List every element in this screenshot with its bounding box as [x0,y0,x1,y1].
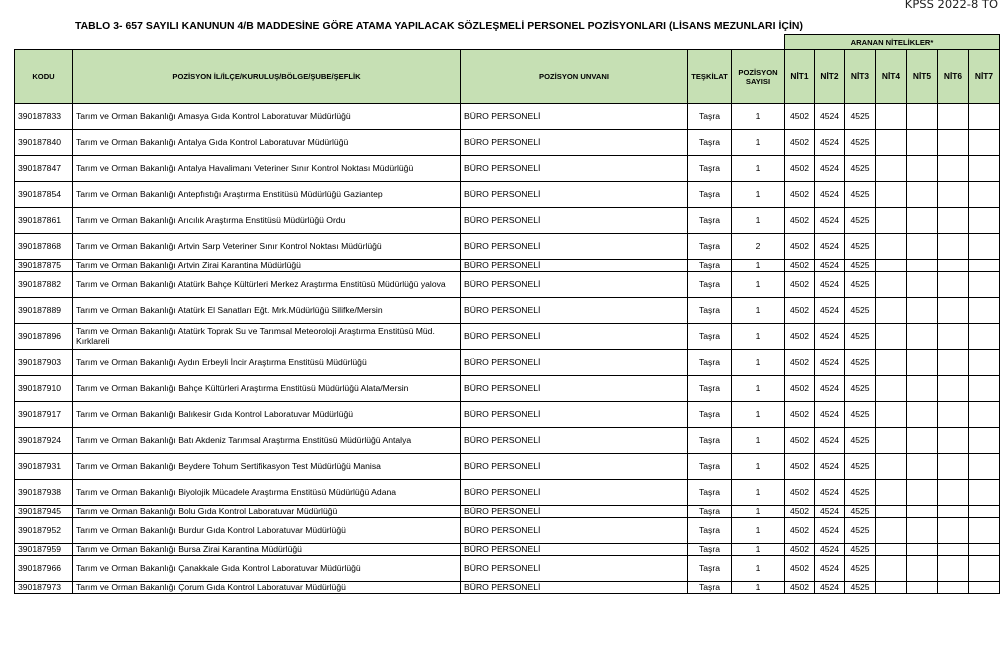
nit5-cell [907,556,938,582]
kodu-cell: 390187924 [15,428,73,454]
nit2-cell: 4524 [815,260,845,272]
kodu-cell: 390187945 [15,506,73,518]
nit6-cell [938,402,969,428]
sayi-cell: 1 [732,402,785,428]
unvan-cell: BÜRO PERSONELİ [461,324,688,350]
pozisyon-cell: Tarım ve Orman Bakanlığı Antalya Havalimanı Veteriner Sınır Kontrol Noktası Müdürlüğü [73,156,461,182]
nit2-cell: 4524 [815,402,845,428]
teskilat-cell: Taşra [688,454,732,480]
nit3-cell: 4525 [845,272,876,298]
kodu-cell: 390187896 [15,324,73,350]
col-header-nit1: NİT1 [785,50,815,104]
nit4-cell [876,324,907,350]
table-row [15,506,1000,518]
nit5-cell [907,376,938,402]
nit6-cell [938,454,969,480]
table-title: TABLO 3- 657 SAYILI KANUNUN 4/B MADDESİNE GÖRE ATAMA YAPILACAK SÖZLEŞMELİ PERSONEL POZİSYONLARI (LİSANS MEZUNLARI İÇİN) [75,21,803,32]
nit1-cell: 4502 [785,376,815,402]
nit2-cell: 4524 [815,582,845,594]
sayi-cell: 1 [732,350,785,376]
pozisyon-cell: Tarım ve Orman Bakanlığı Bolu Gıda Kontrol Laboratuvar Müdürlüğü [73,506,461,518]
nit2-cell: 4524 [815,544,845,556]
table-row [15,402,1000,428]
nit5-cell [907,298,938,324]
nit1-cell: 4502 [785,556,815,582]
unvan-cell: BÜRO PERSONELİ [461,298,688,324]
teskilat-cell: Taşra [688,272,732,298]
teskilat-cell: Taşra [688,350,732,376]
col-header-kodu: KODU [15,50,73,104]
nit1-cell: 4502 [785,260,815,272]
pozisyon-cell: Tarım ve Orman Bakanlığı Beydere Tohum Sertifikasyon Test Müdürlüğü Manisa [73,454,461,480]
teskilat-cell: Taşra [688,506,732,518]
kodu-cell: 390187840 [15,130,73,156]
nit3-cell: 4525 [845,454,876,480]
nit7-cell [969,454,1000,480]
kodu-cell: 390187959 [15,544,73,556]
teskilat-cell: Taşra [688,130,732,156]
teskilat-cell: Taşra [688,544,732,556]
nit5-cell [907,402,938,428]
nit2-cell: 4524 [815,518,845,544]
sayi-cell: 1 [732,324,785,350]
sayi-cell: 1 [732,428,785,454]
nit4-cell [876,376,907,402]
nit7-cell [969,428,1000,454]
kodu-cell: 390187931 [15,454,73,480]
sayi-cell: 1 [732,480,785,506]
table-row [15,556,1000,582]
pozisyon-cell: Tarım ve Orman Bakanlığı Biyolojik Mücadele Araştırma Enstitüsü Müdürlüğü Adana [73,480,461,506]
kodu-cell: 390187952 [15,518,73,544]
unvan-cell: BÜRO PERSONELİ [461,130,688,156]
nit6-cell [938,234,969,260]
nit7-cell [969,544,1000,556]
table-row [15,428,1000,454]
pozisyon-cell: Tarım ve Orman Bakanlığı Arıcılık Araştırma Enstitüsü Müdürlüğü Ordu [73,208,461,234]
unvan-cell: BÜRO PERSONELİ [461,208,688,234]
nit5-cell [907,454,938,480]
nit1-cell: 4502 [785,506,815,518]
kodu-cell: 390187973 [15,582,73,594]
nit1-cell: 4502 [785,182,815,208]
nit5-cell [907,234,938,260]
unvan-cell: BÜRO PERSONELİ [461,104,688,130]
nit3-cell: 4525 [845,480,876,506]
nit2-cell: 4524 [815,272,845,298]
unvan-cell: BÜRO PERSONELİ [461,454,688,480]
teskilat-cell: Taşra [688,208,732,234]
nit5-cell [907,156,938,182]
unvan-cell: BÜRO PERSONELİ [461,544,688,556]
kodu-cell: 390187854 [15,182,73,208]
header-row-group [15,35,1000,50]
sayi-cell: 1 [732,298,785,324]
pozisyon-cell: Tarım ve Orman Bakanlığı Atatürk Toprak Su ve Tarımsal Meteoroloji Araştırma Enstitüsü Müd. Kırklareli [73,324,461,350]
nit3-cell: 4525 [845,234,876,260]
unvan-cell: BÜRO PERSONELİ [461,234,688,260]
table-row [15,544,1000,556]
nit5-cell [907,518,938,544]
table-row [15,298,1000,324]
col-header-nit3: NİT3 [845,50,876,104]
nit1-cell: 4502 [785,324,815,350]
kodu-cell: 390187882 [15,272,73,298]
table-row [15,260,1000,272]
nit7-cell [969,182,1000,208]
unvan-cell: BÜRO PERSONELİ [461,556,688,582]
teskilat-cell: Taşra [688,182,732,208]
nit1-cell: 4502 [785,544,815,556]
nit2-cell: 4524 [815,130,845,156]
nit5-cell [907,130,938,156]
pozisyon-cell: Tarım ve Orman Bakanlığı Atatürk Bahçe Kültürleri Merkez Araştırma Enstitüsü Müdürlüğü yalova [73,272,461,298]
sayi-cell: 1 [732,544,785,556]
nit4-cell [876,156,907,182]
teskilat-cell: Taşra [688,480,732,506]
col-header-nit6: NİT6 [938,50,969,104]
table-row [15,182,1000,208]
kodu-cell: 390187868 [15,234,73,260]
kodu-cell: 390187938 [15,480,73,506]
nit3-cell: 4525 [845,208,876,234]
nit5-cell [907,506,938,518]
pozisyon-cell: Tarım ve Orman Bakanlığı Çorum Gıda Kontrol Laboratuvar Müdürlüğü [73,582,461,594]
nit3-cell: 4525 [845,298,876,324]
table-row [15,480,1000,506]
nit6-cell [938,208,969,234]
nit6-cell [938,428,969,454]
col-header-nit4: NİT4 [876,50,907,104]
nit7-cell [969,298,1000,324]
nit7-cell [969,506,1000,518]
nit6-cell [938,156,969,182]
nit7-cell [969,480,1000,506]
nit6-cell [938,272,969,298]
nit3-cell: 4525 [845,582,876,594]
col-header-sayi-line2: SAYISI [745,76,771,86]
sayi-cell: 1 [732,182,785,208]
nit3-cell: 4525 [845,182,876,208]
nit4-cell [876,272,907,298]
nit4-cell [876,234,907,260]
nit6-cell [938,130,969,156]
nit6-cell [938,260,969,272]
nit3-cell: 4525 [845,130,876,156]
nit6-cell [938,324,969,350]
table-row [15,130,1000,156]
unvan-cell: BÜRO PERSONELİ [461,350,688,376]
nit6-cell [938,182,969,208]
nit6-cell [938,582,969,594]
nit6-cell [938,518,969,544]
teskilat-cell: Taşra [688,156,732,182]
unvan-cell: BÜRO PERSONELİ [461,156,688,182]
nit2-cell: 4524 [815,182,845,208]
sayi-cell: 1 [732,506,785,518]
teskilat-cell: Taşra [688,298,732,324]
nit5-cell [907,480,938,506]
nit3-cell: 4525 [845,104,876,130]
sayi-cell: 1 [732,104,785,130]
pozisyon-cell: Tarım ve Orman Bakanlığı Artvin Zirai Karantina Müdürlüğü [73,260,461,272]
col-header-unvan: POZİSYON UNVANI [461,50,688,104]
unvan-cell: BÜRO PERSONELİ [461,518,688,544]
col-header-nit5: NİT5 [907,50,938,104]
nit3-cell: 4525 [845,556,876,582]
nit4-cell [876,402,907,428]
nit1-cell: 4502 [785,272,815,298]
nit3-cell: 4525 [845,376,876,402]
nit1-cell: 4502 [785,234,815,260]
nit6-cell [938,544,969,556]
pozisyon-cell: Tarım ve Orman Bakanlığı Çanakkale Gıda Kontrol Laboratuvar Müdürlüğü [73,556,461,582]
nit2-cell: 4524 [815,376,845,402]
nit7-cell [969,582,1000,594]
nit2-cell: 4524 [815,156,845,182]
nit7-cell [969,234,1000,260]
nit4-cell [876,506,907,518]
col-header-sayi [732,50,785,104]
nit4-cell [876,582,907,594]
document-code-corner: KPSS 2022-8 TO [904,0,998,11]
nit3-cell: 4525 [845,402,876,428]
nit1-cell: 4502 [785,518,815,544]
pozisyon-cell: Tarım ve Orman Bakanlığı Antalya Gıda Kontrol Laboratuvar Müdürlüğü [73,130,461,156]
nit3-cell: 4525 [845,156,876,182]
nit3-cell: 4525 [845,260,876,272]
nit7-cell [969,104,1000,130]
kodu-cell: 390187966 [15,556,73,582]
unvan-cell: BÜRO PERSONELİ [461,376,688,402]
nit5-cell [907,324,938,350]
nit1-cell: 4502 [785,428,815,454]
nit2-cell: 4524 [815,208,845,234]
pozisyon-cell: Tarım ve Orman Bakanlığı Burdur Gıda Kontrol Laboratuvar Müdürlüğü [73,518,461,544]
nit7-cell [969,556,1000,582]
nit4-cell [876,480,907,506]
nit4-cell [876,428,907,454]
sayi-cell: 1 [732,376,785,402]
nit2-cell: 4524 [815,454,845,480]
sayi-cell: 2 [732,234,785,260]
nit1-cell: 4502 [785,480,815,506]
nit2-cell: 4524 [815,324,845,350]
nit1-cell: 4502 [785,298,815,324]
pozisyon-cell: Tarım ve Orman Bakanlığı Bursa Zirai Karantina Müdürlüğü [73,544,461,556]
nit1-cell: 4502 [785,156,815,182]
col-header-sayi-line1: POZİSYON [738,67,778,77]
nit7-cell [969,402,1000,428]
unvan-cell: BÜRO PERSONELİ [461,402,688,428]
nit4-cell [876,518,907,544]
nit4-cell [876,350,907,376]
nit4-cell [876,182,907,208]
col-header-teskilat: TEŞKİLAT [688,50,732,104]
kodu-cell: 390187875 [15,260,73,272]
unvan-cell: BÜRO PERSONELİ [461,260,688,272]
nit5-cell [907,272,938,298]
nit6-cell [938,376,969,402]
positions-table [14,34,1000,594]
nit1-cell: 4502 [785,402,815,428]
nit4-cell [876,298,907,324]
kodu-cell: 390187833 [15,104,73,130]
nit7-cell [969,130,1000,156]
kodu-cell: 390187917 [15,402,73,428]
table-row [15,582,1000,594]
teskilat-cell: Taşra [688,582,732,594]
table-row [15,156,1000,182]
table-row [15,208,1000,234]
nit6-cell [938,556,969,582]
nit3-cell: 4525 [845,428,876,454]
sayi-cell: 1 [732,260,785,272]
nit5-cell [907,104,938,130]
nit5-cell [907,582,938,594]
kodu-cell: 390187903 [15,350,73,376]
nit7-cell [969,324,1000,350]
nit4-cell [876,556,907,582]
col-header-pozisyon: POZİSYON İL/İLÇE/KURULUŞ/BÖLGE/ŞUBE/ŞEFLİK [73,50,461,104]
nit3-cell: 4525 [845,544,876,556]
nit3-cell: 4525 [845,518,876,544]
table-row [15,376,1000,402]
aranan-nitelikler-header: ARANAN NİTELİKLER* [785,35,1000,50]
nit5-cell [907,544,938,556]
nit6-cell [938,480,969,506]
nit5-cell [907,350,938,376]
nit2-cell: 4524 [815,506,845,518]
col-header-nit2: NİT2 [815,50,845,104]
pozisyon-cell: Tarım ve Orman Bakanlığı Aydın Erbeyli İncir Araştırma Enstitüsü Müdürlüğü [73,350,461,376]
nit4-cell [876,260,907,272]
teskilat-cell: Taşra [688,518,732,544]
unvan-cell: BÜRO PERSONELİ [461,480,688,506]
teskilat-cell: Taşra [688,402,732,428]
unvan-cell: BÜRO PERSONELİ [461,272,688,298]
nit7-cell [969,272,1000,298]
nit4-cell [876,544,907,556]
sayi-cell: 1 [732,556,785,582]
nit6-cell [938,298,969,324]
teskilat-cell: Taşra [688,556,732,582]
nit4-cell [876,208,907,234]
sayi-cell: 1 [732,272,785,298]
nit2-cell: 4524 [815,234,845,260]
nit4-cell [876,454,907,480]
table-row [15,324,1000,350]
sayi-cell: 1 [732,454,785,480]
nit1-cell: 4502 [785,350,815,376]
header-row-columns [15,50,1000,104]
teskilat-cell: Taşra [688,324,732,350]
pozisyon-cell: Tarım ve Orman Bakanlığı Balıkesir Gıda Kontrol Laboratuvar Müdürlüğü [73,402,461,428]
pozisyon-cell: Tarım ve Orman Bakanlığı Amasya Gıda Kontrol Laboratuvar Müdürlüğü [73,104,461,130]
nit7-cell [969,350,1000,376]
nit5-cell [907,260,938,272]
nit2-cell: 4524 [815,350,845,376]
table-body [15,104,1000,594]
nit7-cell [969,260,1000,272]
sayi-cell: 1 [732,156,785,182]
nit1-cell: 4502 [785,208,815,234]
unvan-cell: BÜRO PERSONELİ [461,506,688,518]
nit6-cell [938,104,969,130]
teskilat-cell: Taşra [688,260,732,272]
table-row [15,350,1000,376]
nit7-cell [969,208,1000,234]
unvan-cell: BÜRO PERSONELİ [461,582,688,594]
table-row [15,518,1000,544]
nit7-cell [969,156,1000,182]
nit1-cell: 4502 [785,130,815,156]
table-row [15,234,1000,260]
sayi-cell: 1 [732,208,785,234]
teskilat-cell: Taşra [688,104,732,130]
kodu-cell: 390187910 [15,376,73,402]
nit2-cell: 4524 [815,428,845,454]
pozisyon-cell: Tarım ve Orman Bakanlığı Artvin Sarp Veteriner Sınır Kontrol Noktası Müdürlüğü [73,234,461,260]
nit6-cell [938,506,969,518]
nit2-cell: 4524 [815,480,845,506]
nit1-cell: 4502 [785,104,815,130]
pozisyon-cell: Tarım ve Orman Bakanlığı Atatürk El Sanatları Eğt. Mrk.Müdürlüğü Silifke/Mersin [73,298,461,324]
nit1-cell: 4502 [785,454,815,480]
nit5-cell [907,428,938,454]
table-row [15,272,1000,298]
nit2-cell: 4524 [815,298,845,324]
sayi-cell: 1 [732,518,785,544]
kodu-cell: 390187889 [15,298,73,324]
col-header-nit7: NİT7 [969,50,1000,104]
unvan-cell: BÜRO PERSONELİ [461,182,688,208]
teskilat-cell: Taşra [688,376,732,402]
nit7-cell [969,376,1000,402]
nit7-cell [969,518,1000,544]
nit4-cell [876,104,907,130]
nit3-cell: 4525 [845,350,876,376]
nit4-cell [876,130,907,156]
teskilat-cell: Taşra [688,428,732,454]
nit5-cell [907,208,938,234]
nit1-cell: 4502 [785,582,815,594]
nit6-cell [938,350,969,376]
table-row [15,454,1000,480]
sayi-cell: 1 [732,582,785,594]
pozisyon-cell: Tarım ve Orman Bakanlığı Antepfıstığı Araştırma Enstitüsü Müdürlüğü Gaziantep [73,182,461,208]
nit2-cell: 4524 [815,556,845,582]
table-row [15,104,1000,130]
nit5-cell [907,182,938,208]
unvan-cell: BÜRO PERSONELİ [461,428,688,454]
nit2-cell: 4524 [815,104,845,130]
teskilat-cell: Taşra [688,234,732,260]
pozisyon-cell: Tarım ve Orman Bakanlığı Batı Akdeniz Tarımsal Araştırma Enstitüsü Müdürlüğü Antalya [73,428,461,454]
sayi-cell: 1 [732,130,785,156]
kodu-cell: 390187847 [15,156,73,182]
nit3-cell: 4525 [845,324,876,350]
pozisyon-cell: Tarım ve Orman Bakanlığı Bahçe Kültürleri Araştırma Enstitüsü Müdürlüğü Alata/Mersin [73,376,461,402]
nit3-cell: 4525 [845,506,876,518]
kodu-cell: 390187861 [15,208,73,234]
